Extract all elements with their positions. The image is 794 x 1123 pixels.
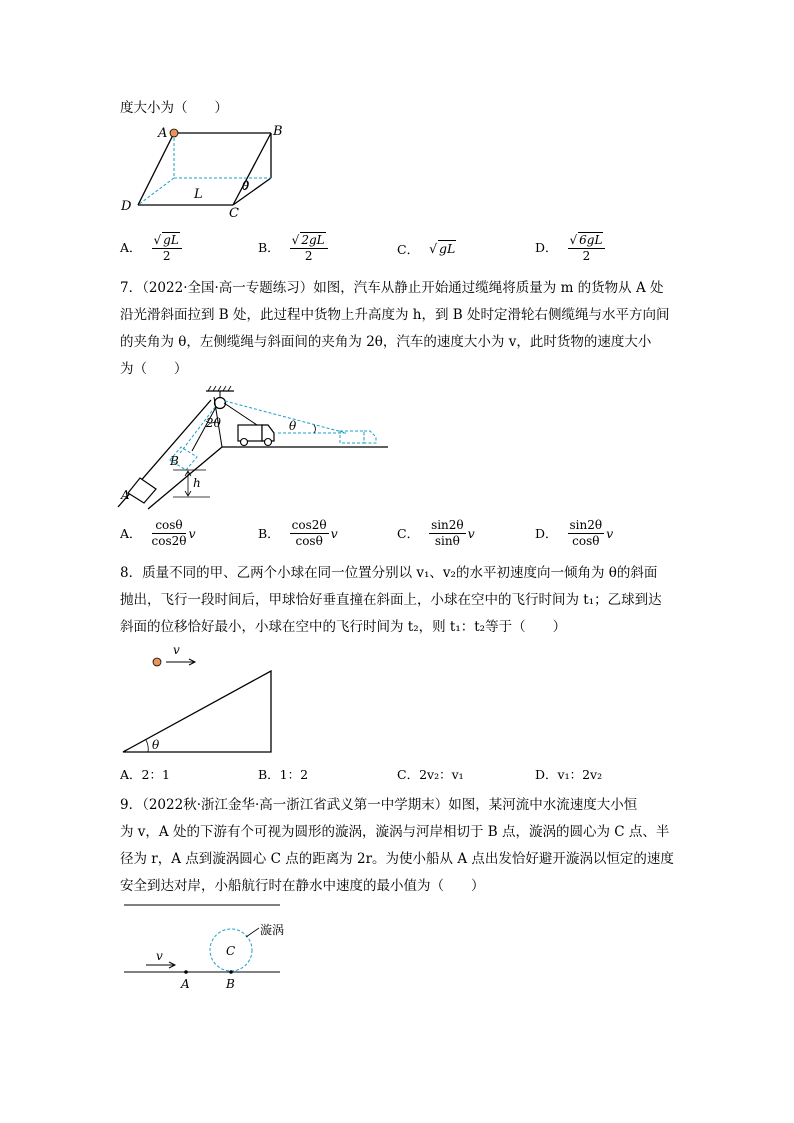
radicand: gL — [439, 241, 456, 256]
denominator: sinθ — [434, 534, 460, 548]
numerator: cosθ — [152, 518, 187, 534]
radicand: 2gL — [301, 233, 325, 247]
numerator: sin2θ — [431, 518, 464, 532]
q7-line-4: 为（ ） — [120, 361, 188, 377]
radicand: 6gL — [579, 233, 603, 247]
q7-line-3: 的夹角为 θ，左侧缆绳与斜面间的夹角为 2θ，汽车的速度大小为 v，此时货物的速度大小 — [120, 334, 652, 350]
q7-option-b — [258, 518, 338, 549]
q8-line-3: 斜面的位移恰好最小，小球在空中的飞行时间为 t₂，则 t₁：t₂等于（ ） — [120, 619, 567, 635]
q7-label-theta: θ — [289, 419, 297, 433]
option-label: C． — [397, 525, 420, 541]
denominator: cosθ — [572, 534, 600, 548]
q6-option-c: C． √ gL — [397, 241, 456, 257]
q8-incline-figure — [118, 638, 278, 756]
velocity-symbol: v — [188, 525, 196, 541]
q9-label-b: B — [226, 977, 235, 991]
q8-label-theta: θ — [152, 738, 160, 752]
q7-label-b: B — [170, 454, 179, 468]
fraction: $\frac{√ 2gL}{2}$ — [290, 232, 328, 264]
q9-line-4: 安全到达对岸，小船航行时在静水中速度的最小值为（ ） — [120, 878, 485, 894]
option-label: B． — [258, 525, 280, 541]
q9-label-v: v — [156, 949, 163, 963]
fraction: $\frac{√ 6gL}{2}$ — [568, 232, 606, 264]
q6-option-d — [535, 232, 605, 264]
option-label: B． — [258, 240, 280, 255]
option-label: C． — [397, 241, 420, 257]
denominator: cosθ — [295, 534, 323, 548]
q7-option-c — [397, 518, 475, 549]
q6-label-l: L — [194, 187, 203, 202]
q6-label-theta: θ — [242, 179, 250, 193]
q7-label-a: A — [121, 488, 130, 502]
q7-line-2: 沿光滑斜面拉到 B 处，此过程中货物上升高度为 h，到 B 处时定滑轮右侧缆绳与水平方向间 — [120, 307, 670, 323]
q8-option-b: B．1：2 — [258, 767, 309, 782]
q9-river-whirlpool-figure — [118, 900, 293, 995]
q6-label-b: B — [273, 124, 283, 139]
q7-line-1: 7．（2022·全国·高一专题练习）如图，汽车从静止开始通过缆绳将质量为 m 的货物从 A 处 — [120, 280, 664, 296]
q9-label-a: A — [181, 977, 190, 991]
q9-line-1: 9．（2022秋·浙江金华·高一浙江省武义第一中学期末）如图，某河流中水流速度大小恒 — [120, 797, 638, 813]
fraction — [152, 518, 187, 549]
option-label: D． — [535, 240, 558, 255]
q8-option-c: C．2v₂：v₁ — [397, 767, 464, 782]
q9-line-3: 径为 r，A 点到漩涡圆心 C 点的距离为 2r。为使小船从 A 点出发恰好避开漩涡以恒定的速度 — [120, 851, 674, 867]
denominator: 2 — [582, 249, 591, 263]
q6-label-a: A — [158, 126, 168, 141]
q6-label-c: C — [229, 206, 239, 221]
numerator: sin2θ — [569, 518, 603, 532]
q6-label-d: D — [121, 199, 132, 214]
denominator: 2 — [162, 249, 171, 263]
denominator: 2 — [304, 249, 313, 263]
q8-line-1: 8．质量不同的甲、乙两个小球在同一位置分别以 v₁、v₂的水平初速度向一倾角为 θ的斜面 — [120, 565, 658, 581]
velocity-symbol: v — [606, 525, 614, 541]
radicand: gL — [163, 233, 179, 247]
q8-label-v: v — [173, 643, 180, 657]
numerator: cos2θ — [291, 518, 327, 532]
q8-line-2: 抛出，飞行一段时间后，甲球恰好垂直撞在斜面上，小球在空中的飞行时间为 t₁；乙球到达 — [120, 592, 662, 608]
q6-tail-text: 度大小为（ ） — [120, 100, 228, 116]
velocity-symbol: v — [330, 525, 338, 541]
q7-incline-truck-figure — [118, 385, 393, 510]
q9-line-2: 为 v，A 处的下游有个可视为圆形的漩涡，漩涡与河岸相切于 B 点，漩涡的圆心为 C 点、半 — [120, 824, 670, 840]
q7-label-2theta: 2θ — [206, 416, 221, 430]
fraction — [429, 518, 466, 549]
q8-option-a: A．2：1 — [120, 767, 170, 782]
q7-option-a — [120, 518, 196, 549]
q9-label-whirlpool: 漩涡 — [260, 923, 285, 937]
velocity-symbol: v — [467, 525, 475, 541]
q6-prism-figure — [118, 120, 288, 220]
fraction — [568, 518, 605, 549]
fraction: $\frac{√ gL}{2}$ — [152, 232, 182, 264]
q9-label-c: C — [226, 944, 236, 958]
fraction — [290, 518, 329, 549]
option-label: A． — [120, 240, 142, 255]
q7-label-h: h — [193, 476, 201, 490]
q7-option-d — [535, 518, 613, 549]
q6-option-b — [258, 232, 328, 264]
option-label: A． — [120, 525, 142, 541]
denominator: cos2θ — [151, 534, 187, 548]
q6-option-a — [120, 232, 182, 264]
q8-option-d: D．v₁：2v₂ — [535, 767, 603, 782]
option-label: D． — [535, 525, 558, 541]
